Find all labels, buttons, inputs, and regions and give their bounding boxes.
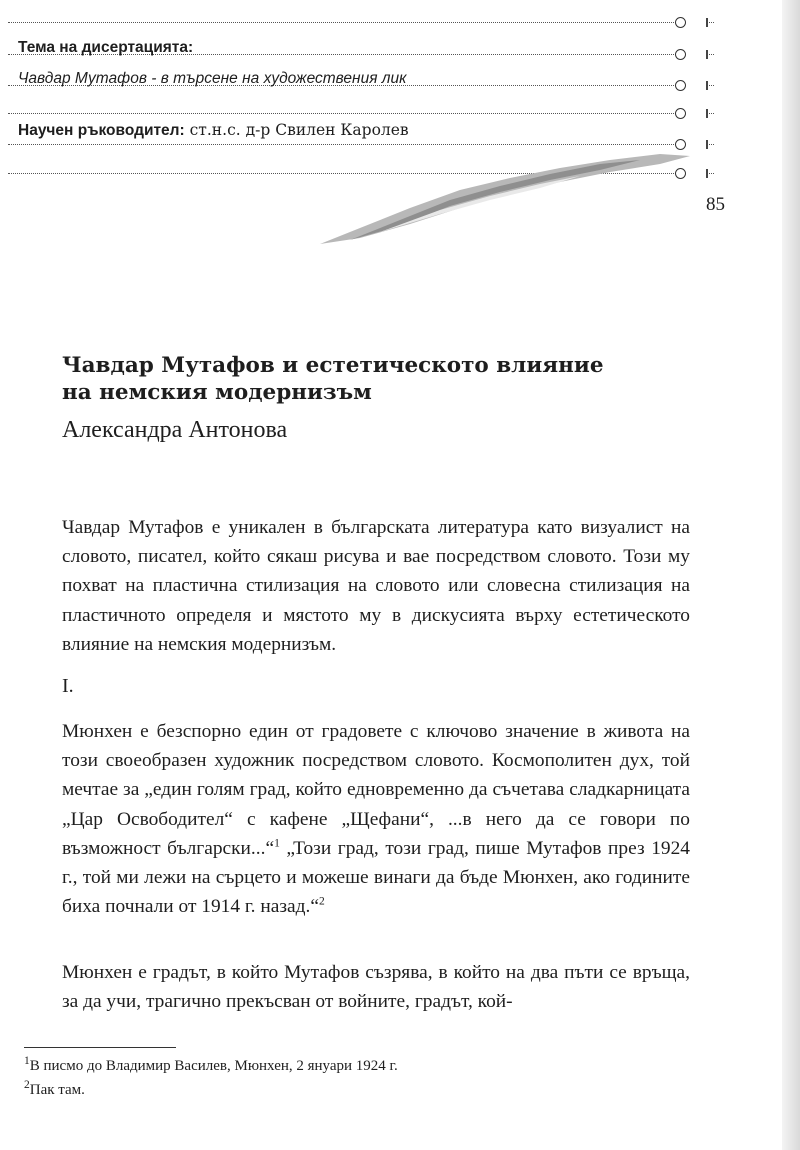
margin-tick-icon [706, 113, 714, 115]
dissertation-topic-label: Тема на дисертацията: [18, 39, 194, 56]
margin-tick-icon [706, 22, 714, 24]
footnote-2-text: Пак там. [29, 1082, 85, 1098]
footnote-separator [24, 1047, 176, 1048]
margin-tick-icon [706, 144, 714, 146]
margin-tick-icon [706, 54, 714, 56]
article-title-line-1: Чавдар Мутафов и естетическото влияние [62, 353, 604, 378]
footnote-ref-2[interactable]: 2 [318, 895, 325, 908]
paragraph-2-text-a: Мюнхен е безспорно един от градовете с ключово значение в живота на този своеобразен художник посредством словото. Космополитен дух, той мечтае за „един голям град, който едновременно да съчетава сладкарницата „Цар Освободител“ с кафене „Щефани“, ...в него да се говори по възможност български...“ [62, 721, 690, 859]
dissertation-topic-title: Чавдар Мутафов - в търсене на художествения лик [18, 70, 407, 87]
body-paragraph-3: Мюнхен е градът, в който Мутафов съзрява, в който на два пъти се връща, за да учи, трагично прекъсван от войните, градът, кой- [62, 962, 690, 1013]
article-title [62, 352, 702, 406]
supervisor-label: Научен ръководител: [18, 122, 185, 139]
page-number: 85 [706, 194, 725, 215]
paragraph-2-text-b: „Този град, този град, пише Мутафов през 1924 г., той ми лежи на сърцето и можеше винаги да бъде Мюнхен, ако годините биха почнали от 1914 г. назад.“ [62, 837, 690, 918]
page-edge-shadow [782, 0, 800, 1150]
margin-tick-icon [706, 85, 714, 87]
supervisor-line [18, 121, 409, 140]
footnote-1-text: В писмо до Владимир Василев, Мюнхен, 2 януари 1924 г. [29, 1058, 398, 1074]
footnote-ref-1[interactable]: 1 [274, 837, 280, 850]
footnote-2-number: 2 [24, 1079, 30, 1091]
section-heading: I. [62, 675, 74, 697]
header-rule-4 [8, 85, 680, 114]
footnote-1-number: 1 [24, 1055, 30, 1067]
header-rule-1 [8, 4, 680, 23]
footnote-1 [24, 1055, 398, 1075]
footnote-2 [24, 1079, 85, 1099]
body-paragraph-2 [62, 717, 690, 921]
body-paragraph-1: Чавдар Мутафов е уникален в българската литература като визуалист на словото, писател, който сякаш рисува и вае посредством словото. Този му похват на пластична стилизация на словото или словесна стилизация на пластичното определя и мястото му в дискусията върху естетическото влияние на немския модернизъм. [62, 517, 690, 655]
article-author: Александра Антонова [62, 417, 288, 443]
brush-stroke-decoration [320, 148, 700, 248]
supervisor-name: ст.н.с. д-р Свилен Каролев [189, 121, 409, 139]
article-title-line-2: на немския модернизъм [62, 380, 372, 405]
margin-tick-icon [706, 173, 714, 175]
